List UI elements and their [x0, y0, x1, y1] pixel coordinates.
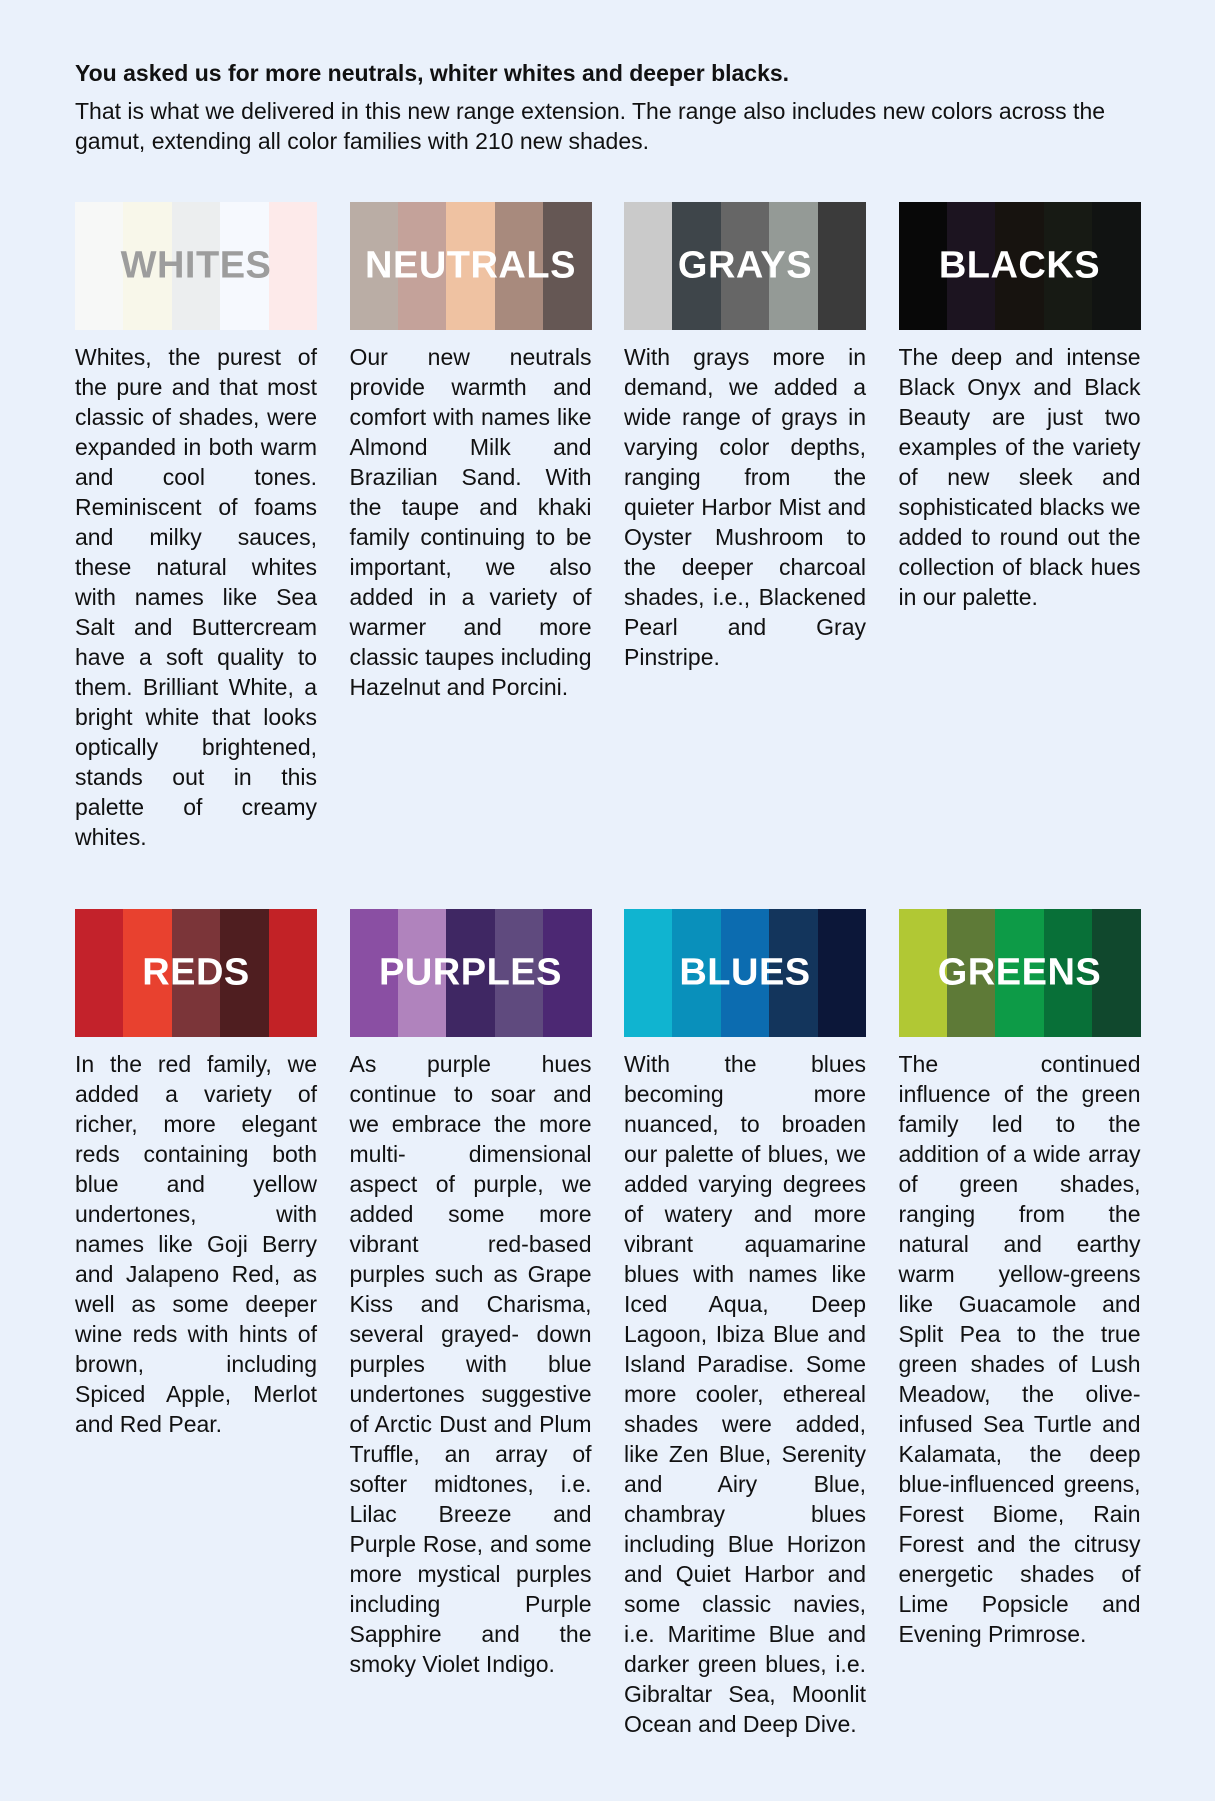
intro-body: That is what we delivered in this new range extension. The range also includes new colors across the gamut, extending all color families with 210 new shades.	[75, 98, 1106, 154]
family-blacks	[899, 202, 1141, 909]
blues-label: BLUES	[679, 951, 811, 994]
greens-description: The continued influence of the green family led to the addition of a wide array of green shades, ranging from the natural and earthy warm yellow-greens like Guacamole and Split Pea to the true green shades of Lush Meadow, the olive-infused Sea Turtle and Kalamata, the deep blue-influenced greens, Forest Biome, Rain Forest and the citrusy energetic shades of Lime Popsicle and Evening Primrose.	[898, 1051, 1141, 1647]
whites-label: WHITES	[120, 244, 272, 287]
neutrals-swatch	[350, 202, 592, 330]
color-family-grid	[75, 202, 1141, 1739]
grays-swatch	[624, 202, 866, 330]
family-neutrals	[350, 202, 592, 909]
greens-label: GREENS	[937, 951, 1102, 994]
blues-swatch	[624, 909, 866, 1037]
reds-swatch	[75, 909, 317, 1037]
blacks-description: The deep and intense Black Onyx and Black Beauty are just two examples of the variety of new sleek and sophisticated blacks we added to round out the collection of black hues in our palette.	[898, 344, 1141, 610]
neutrals-description: Our new neutrals provide warmth and comfort with names like Almond Milk and Brazilian Sand. With the taupe and khaki family continuing to be important, we also added in a variety of warmer and more classic taupes including Hazelnut and Porcini.	[349, 344, 592, 700]
whites-swatch	[75, 202, 317, 330]
grays-description: With grays more in demand, we added a wide range of grays in varying color depths, ranging from the quieter Harbor Mist and Oyster Mushroom to the deeper charcoal shades, i.e., Blackened Pearl and Gray Pinstripe.	[624, 344, 866, 670]
family-greens	[899, 909, 1141, 1739]
purples-description: As purple hues continue to soar and we embrace the more multi- dimensional aspect of purple, we added some more vibrant red-based purples such as Grape Kiss and Charisma, several grayed- down purples with blue undertones suggestive of Arctic Dust and Plum Truffle, an array of softer midtones, i.e. Lilac Breeze and Purple Rose, and some more mystical purples including Purple Sapphire and the smoky Violet Indigo.	[349, 1051, 592, 1677]
blacks-label: BLACKS	[938, 244, 1101, 287]
blues-description: With the blues becoming more nuanced, to broaden our palette of blues, we added varying degrees of watery and more vibrant aquamarine blues with names like Iced Aqua, Deep Lagoon, Ibiza Blue and Island Paradise. Some more cooler, ethereal shades were added, like Zen Blue, Serenity and Airy Blue, chambray blues including Blue Horizon and Quiet Harbor and some classic navies, i.e. Maritime Blue and darker green blues, i.e. Gibraltar Sea, Moonlit Ocean and Deep Dive.	[624, 1051, 866, 1737]
family-grays	[624, 202, 866, 909]
neutrals-label: NEUTRALS	[365, 244, 576, 287]
family-reds	[75, 909, 317, 1739]
family-purples	[350, 909, 592, 1739]
reds-label: REDS	[142, 951, 250, 994]
reds-description: In the red family, we added a variety of richer, more elegant reds containing both blue and yellow undertones, with names like Goji Berry and Jalapeno Red, as well as some deeper wine reds with hints of brown, including Spiced Apple, Merlot and Red Pear.	[75, 1051, 317, 1437]
intro	[75, 58, 1140, 156]
purples-label: PURPLES	[379, 951, 562, 994]
greens-swatch	[899, 909, 1141, 1037]
blacks-swatch	[899, 202, 1141, 330]
whites-description: Whites, the purest of the pure and that most classic of shades, were expanded in both warm and cool tones. Reminiscent of foams and milky sauces, these natural whites with names like Sea Salt and Buttercream have a soft quality to them. Brilliant White, a bright white that looks optically brightened, stands out in this palette of creamy whites.	[75, 344, 317, 850]
family-whites	[75, 202, 317, 909]
grays-label: GRAYS	[677, 244, 813, 287]
intro-headline: You asked us for more neutrals, whiter whites and deeper blacks.	[75, 60, 790, 86]
purples-swatch	[350, 909, 592, 1037]
family-blues	[624, 909, 866, 1739]
